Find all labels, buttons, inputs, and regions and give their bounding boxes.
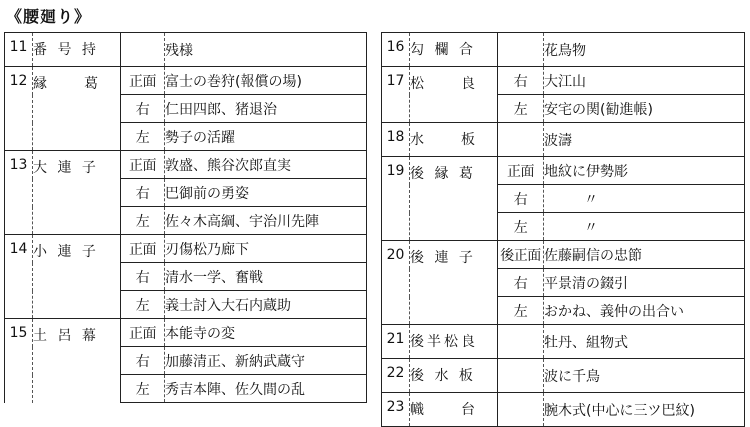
table-row: [382, 325, 745, 359]
table-row: [5, 235, 367, 263]
part-number: 13: [5, 151, 33, 235]
section-heading: 《腰廻り》: [6, 7, 92, 26]
table-row: [5, 67, 367, 95]
position-label: 右: [498, 269, 544, 297]
design-description: 〃: [544, 213, 745, 241]
table-row: [382, 67, 745, 95]
part-name: 小 連 子: [33, 235, 121, 319]
part-number: 17: [382, 67, 410, 123]
position-label: 左: [498, 297, 544, 325]
position-label: 左: [498, 213, 544, 241]
design-description: 大江山: [544, 67, 745, 95]
position-label: 左: [121, 207, 165, 235]
design-description: 佐々木高綱、宇治川先陣: [165, 207, 367, 235]
design-description: 仁田四郎、猪退治: [165, 95, 367, 123]
position-label: [498, 359, 544, 393]
position-label: [498, 123, 544, 157]
design-description: 地紋に伊勢彫: [544, 157, 745, 185]
part-name: 土 呂 幕: [33, 319, 121, 403]
table-row: [382, 359, 745, 393]
table-row: [5, 319, 367, 347]
right-parts-table: [381, 32, 745, 427]
part-number: 15: [5, 319, 33, 403]
design-description: 平景清の錣引: [544, 269, 745, 297]
part-name: 幟 台: [410, 393, 498, 427]
table-row: [382, 157, 745, 185]
position-label: [498, 393, 544, 427]
position-label: 正面: [498, 157, 544, 185]
left-parts-table: [4, 32, 367, 403]
design-description: 腕木式(中心に三ツ巴紋): [544, 393, 745, 427]
design-description: 波に千鳥: [544, 359, 745, 393]
design-description: 本能寺の変: [165, 319, 367, 347]
position-label: [498, 33, 544, 67]
design-description: 花鳥物: [544, 33, 745, 67]
design-description: 刃傷松乃廊下: [165, 235, 367, 263]
position-label: 正面: [121, 235, 165, 263]
design-description: 富士の巻狩(報償の場): [165, 67, 367, 95]
position-label: 左: [121, 123, 165, 151]
part-name: 後 水 板: [410, 359, 498, 393]
part-name: 後半松良: [410, 325, 498, 359]
position-label: 右: [121, 347, 165, 375]
design-description: 清水一学、奮戦: [165, 263, 367, 291]
part-name: 縁 葛: [33, 67, 121, 151]
position-label: 正面: [121, 67, 165, 95]
design-description: 秀吉本陣、佐久間の乱: [165, 375, 367, 403]
part-name: 後 縁 葛: [410, 157, 498, 241]
design-description: おかね、義仲の出合い: [544, 297, 745, 325]
design-description: 巴御前の勇姿: [165, 179, 367, 207]
position-label: 右: [121, 263, 165, 291]
part-number: 20: [382, 241, 410, 325]
design-description: 波濤: [544, 123, 745, 157]
part-number: 19: [382, 157, 410, 241]
position-label: [498, 325, 544, 359]
part-number: 11: [5, 33, 33, 67]
part-name: 勾 欄 合: [410, 33, 498, 67]
part-name: 番 号 持: [33, 33, 121, 67]
part-name: 松 良: [410, 67, 498, 123]
table-row: [382, 33, 745, 67]
position-label: 右: [498, 67, 544, 95]
position-label: 右: [498, 185, 544, 213]
position-label: 右: [121, 95, 165, 123]
part-number: 22: [382, 359, 410, 393]
part-number: 21: [382, 325, 410, 359]
position-label: 正面: [121, 319, 165, 347]
design-description: 加藤清正、新納武蔵守: [165, 347, 367, 375]
design-description: 〃: [544, 185, 745, 213]
position-label: 右: [121, 179, 165, 207]
design-description: 牡丹、組物式: [544, 325, 745, 359]
position-label: 後正面: [498, 241, 544, 269]
part-name: 後 連 子: [410, 241, 498, 325]
position-label: [121, 33, 165, 67]
design-description: 安宅の関(勧進帳): [544, 95, 745, 123]
position-label: 左: [121, 291, 165, 319]
table-row: [5, 151, 367, 179]
table-row: [5, 33, 367, 67]
part-number: 14: [5, 235, 33, 319]
design-description: 義士討入大石内蔵助: [165, 291, 367, 319]
part-number: 23: [382, 393, 410, 427]
design-description: 敦盛、熊谷次郎直実: [165, 151, 367, 179]
table-row: [382, 393, 745, 427]
position-label: 左: [498, 95, 544, 123]
part-name: 大 連 子: [33, 151, 121, 235]
design-description: 佐藤嗣信の忠節: [544, 241, 745, 269]
position-label: 左: [121, 375, 165, 403]
part-number: 16: [382, 33, 410, 67]
table-row: [382, 123, 745, 157]
part-number: 18: [382, 123, 410, 157]
table-row: [382, 241, 745, 269]
position-label: 正面: [121, 151, 165, 179]
part-name: 水 板: [410, 123, 498, 157]
part-number: 12: [5, 67, 33, 151]
design-description: 勢子の活躍: [165, 123, 367, 151]
design-description: 残様: [165, 33, 367, 67]
